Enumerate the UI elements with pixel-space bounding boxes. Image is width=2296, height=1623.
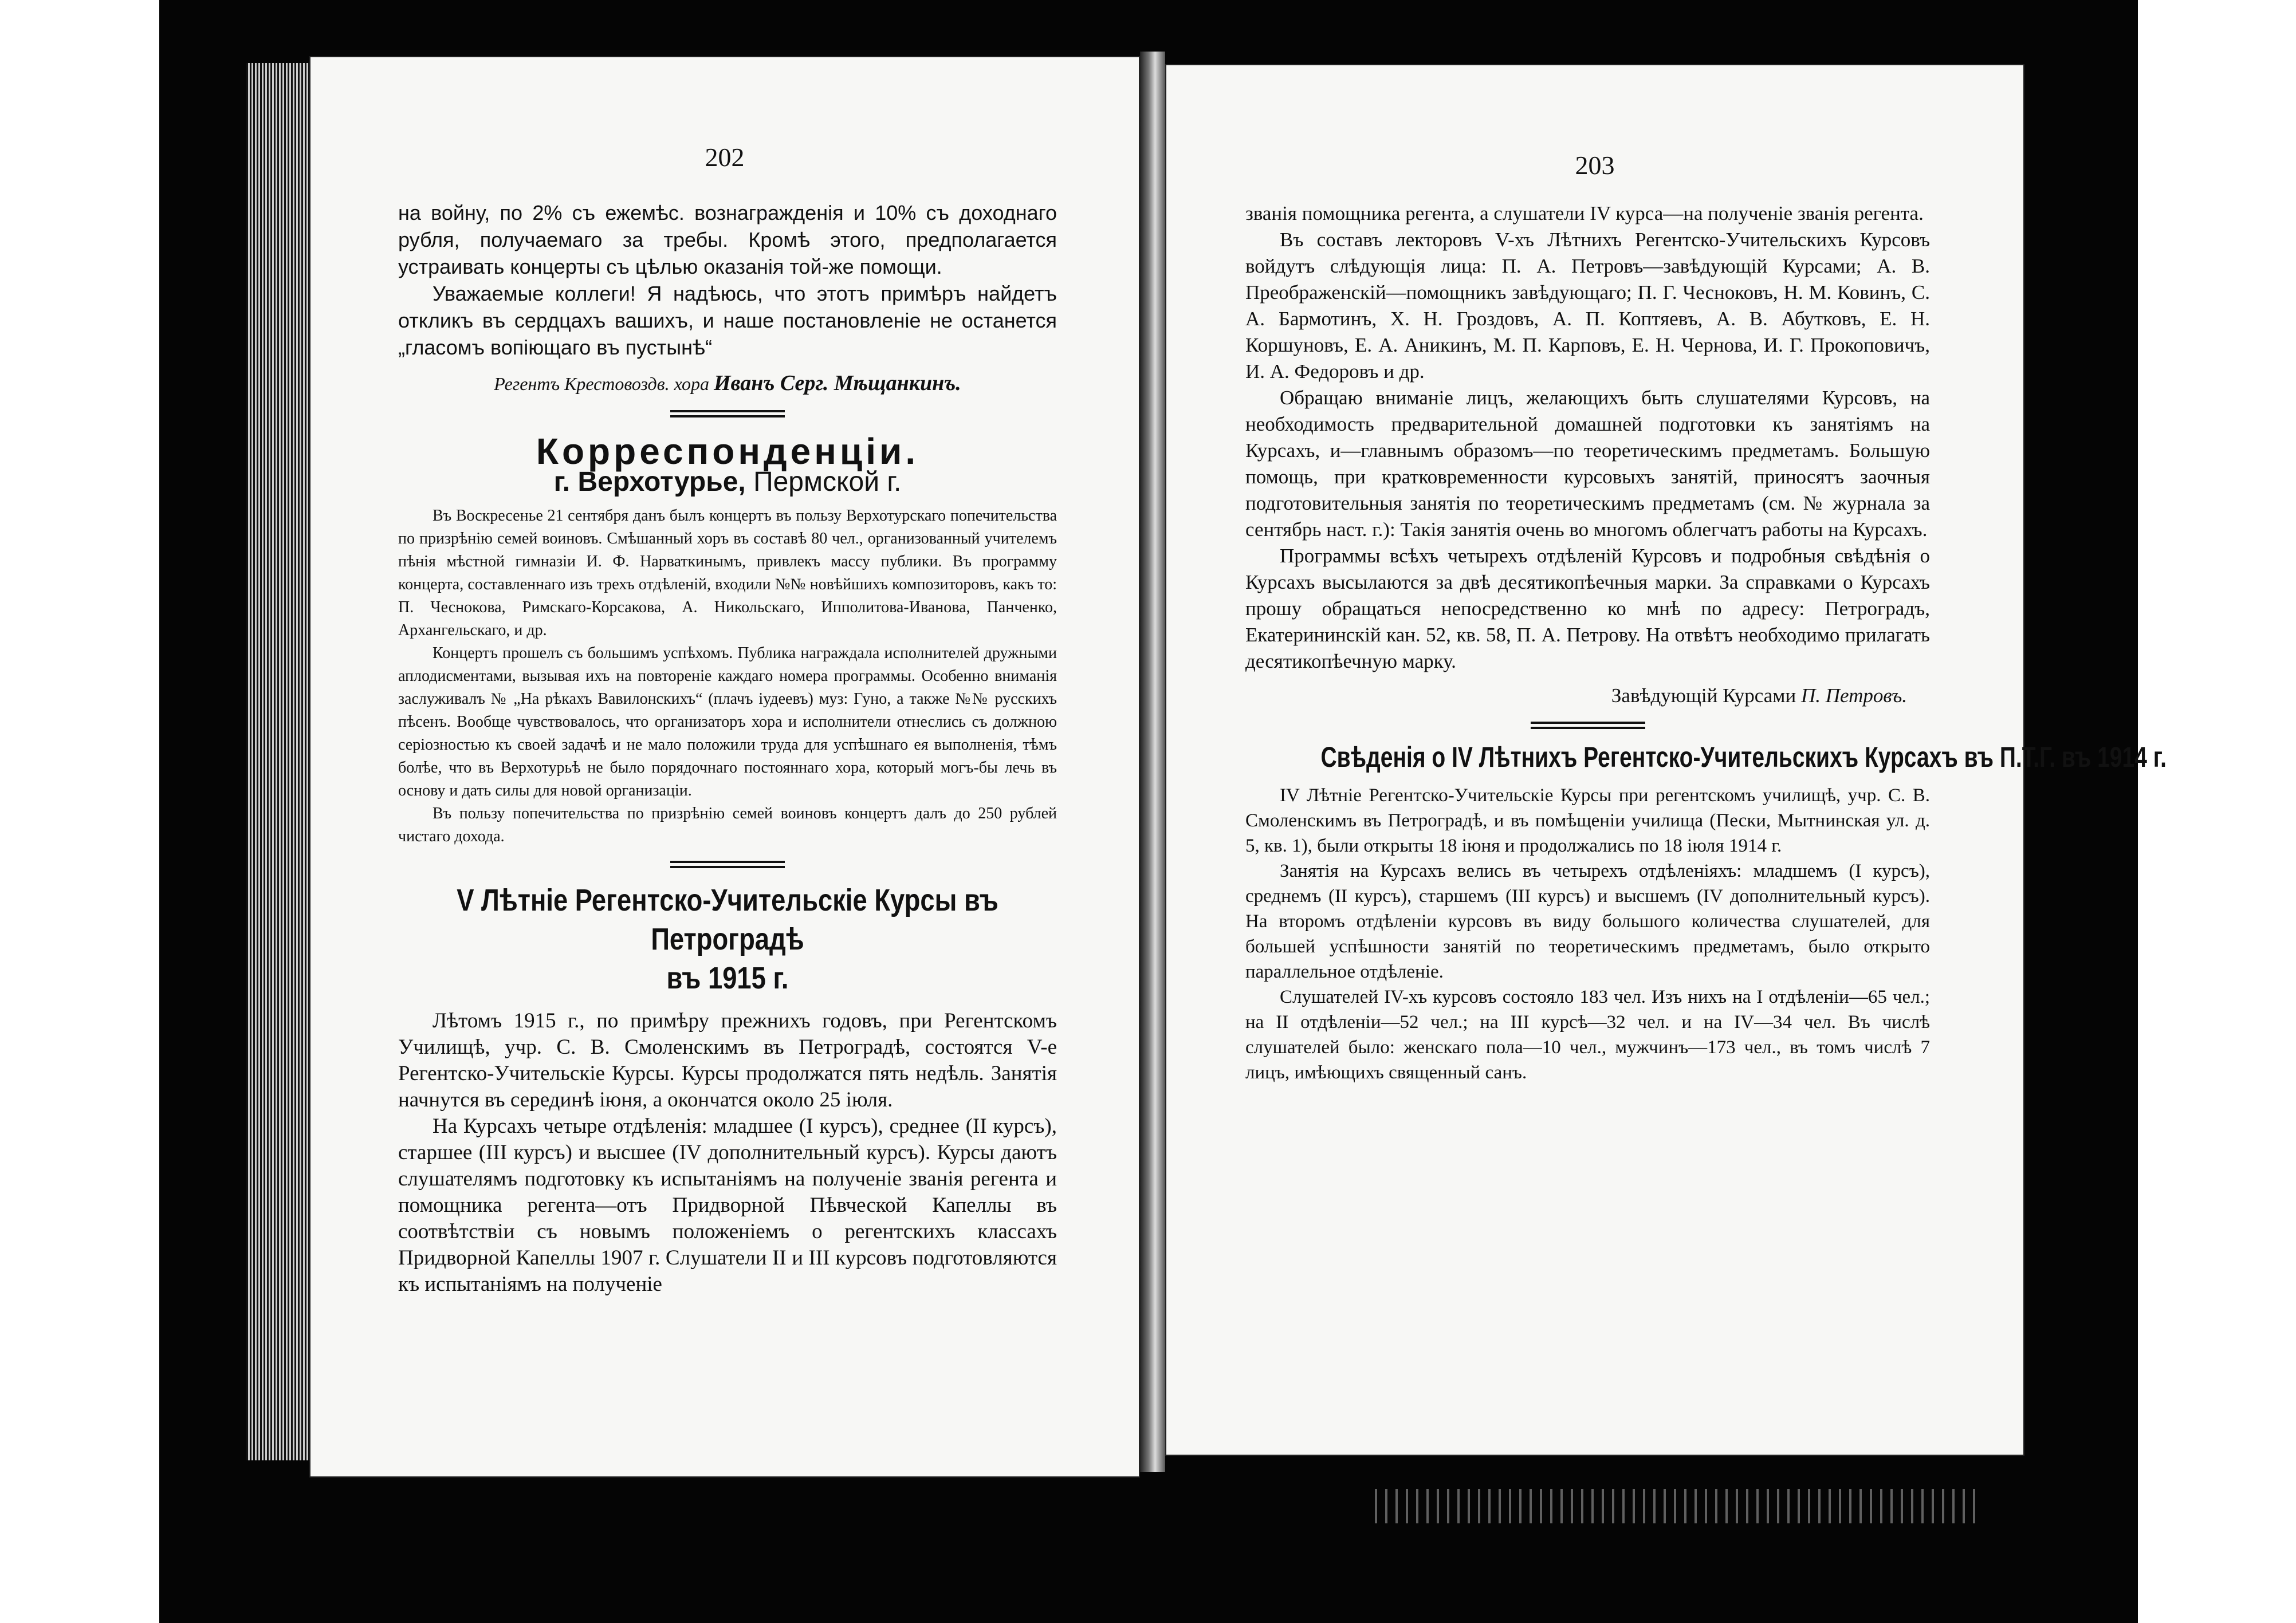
- left-paragraph: Уважаемые коллеги! Я надѣюсь, что этотъ примѣръ найдетъ откликъ въ сердцахъ вашихъ, и наше постановленіе не останется „гласомъ вопіющаго въ пустынѣ“: [398, 282, 1057, 359]
- section-paragraph: Занятія на Курсахъ велись въ четырехъ отдѣленіяхъ: младшемъ (I курсъ), среднемъ (II курсъ), старшемъ (III курсъ) и высшемъ (IV дополнительный курсъ). На второмъ отдѣленіи курсовъ въ виду большого количества слушателей, для большей успѣшности занятій по теоретическимъ предметамъ, было открыто параллельное отдѣленіе.: [1245, 861, 1930, 982]
- courses-title-line: V Лѣтніе Регентско-Учительскіе Курсы въ Петроградѣ: [457, 883, 998, 956]
- right-paragraph: званія помощника регента, а слушатели IV курса—на полученіе званія регента.: [1245, 202, 1924, 224]
- signature-name: П. Петровъ.: [1800, 684, 1907, 707]
- signature-role: Регентъ Крестовоздв. хора: [494, 373, 709, 394]
- report-paragraph: Въ Воскресенье 21 сентября данъ былъ концертъ въ пользу Верхотурскаго попечительства по призрѣнію семей воиновъ. Смѣшанный хоръ въ составѣ 80 чел., организованный учителемъ пѣнія мѣстной гимназіи И. Ф. Нарваткинымъ, привлекъ массу публики. Въ программу концерта, составленнаго изъ трехъ отдѣленій, входили №№ новѣйшихъ композиторовъ, какъ то: П. Чеснокова, Римскаго-Корсакова, А. Никольскаго, Ипполитова-Иванова, Панченко, Архангельскаго, и др.: [398, 507, 1057, 639]
- course-paragraph: Лѣтомъ 1915 г., по примѣру прежнихъ годовъ, при Регентскомъ Училищѣ, учр. С. В. Смоленскимъ въ Петроградѣ, состоятся V-е Регентско-Учительскіе Курсы. Курсы продолжатся пять недѣль. Занятія начнутся въ серединѣ іюня, а окончатся около 25 іюля.: [398, 1009, 1057, 1112]
- section-title: Свѣденія о IV Лѣтнихъ Регентско-Учительскихъ Курсахъ въ П.Т.Г. въ 1914 г.: [1320, 741, 2167, 773]
- left-column: [398, 199, 1057, 1298]
- signature-name: Иванъ Серг. Мѣщанкинъ.: [714, 371, 961, 395]
- page-number-right: 203: [1575, 151, 1615, 180]
- book-gutter: [1140, 52, 1165, 1472]
- signature-block: [398, 370, 1057, 397]
- course-paragraph: На Курсахъ четыре отдѣленія: младшее (I курсъ), среднее (II курсъ), старшее (III курсъ) и высшее (IV дополнительный курсъ). Курсы даютъ слушателямъ подготовку къ испытаніямъ на полученіе званія регента и помощника регента—отъ Придворной Пѣвческой Капеллы въ соотвѣтствіи съ новымъ положеніемъ о регентскихъ классахъ Придворной Капеллы 1907 г. Слушатели II и III курсовъ подготовляются къ испытаніямъ на полученіе: [398, 1114, 1057, 1296]
- courses-title-line: въ 1915 г.: [666, 961, 789, 995]
- right-paragraph: Въ составъ лекторовъ V-хъ Лѣтнихъ Регентско-Учительскихъ Курсовъ войдутъ слѣдующія лица: П. А. Петровъ—завѣдующій Курсами; А. В. Преображенскій—помощникъ завѣдующаго; П. Г. Чесноковъ, Н. М. Ковинъ, С. А. Бармотинъ, Х. Н. Гроздовъ, А. П. Коптяевъ, А. В. Абутковъ, Е. Н. Коршуновъ, Е. А. Аникинъ, М. П. Карповъ, Е. Н. Чернова, И. Г. Прокоповичъ, И. А. Федоровъ и др.: [1245, 229, 1930, 383]
- page-number-left: 202: [705, 143, 745, 172]
- right-paragraph: Программы всѣхъ четырехъ отдѣленій Курсовъ и подробныя свѣдѣнія о Курсахъ высылаются за двѣ десятикопѣечныя марки. За справками о Курсахъ прошу обращаться непосредственно ко мнѣ по адресу: Петроградъ, Екатерининскій кан. 52, кв. 58, П. А. Петрову. На отвѣтъ необходимо прилагать десятикопѣечную марку.: [1245, 545, 1930, 672]
- section-paragraph: Слушателей IV-хъ курсовъ состояло 183 чел. Изъ нихъ на I отдѣленіи—65 чел.; на II отдѣленіи—52 чел.; на III курсѣ—32 чел. и на IV—34 чел. Въ числѣ слушателей было: женскаго пола—10 чел., мужчинъ—173 чел., въ томъ числѣ 7 лицъ, имѣющихъ священный санъ.: [1245, 987, 1930, 1083]
- scan-artifact: [1375, 1489, 1982, 1523]
- report-paragraph: Концертъ прошелъ съ большимъ успѣхомъ. Публика награждала исполнителей дружными аплодисментами, вызывая ихъ на повтореніе каждаго номера программы. Особенно вниманія заслуживалъ № „На рѣкахъ Вавилонскихъ“ (плачъ іудеевъ) муз: Гуно, а также №№ русскихъ пѣсенъ. Вообще чувствовалось, что организаторъ хора и исполнители отнеслись съ должною серіозностью къ своей задачѣ и не мало положили труда для успѣшнаго ея выполненія, тѣмъ болѣе, что въ Верхотурьѣ не было порядочнаго постояннаго хора, который могъ-бы лечь въ основу и дать силы для новой организаціи.: [398, 644, 1057, 799]
- report-paragraph: Въ пользу попечительства по призрѣнію семей воиновъ концертъ далъ до 250 рублей чистаго дохода.: [398, 805, 1057, 845]
- signature-role: Завѣдующій Курсами: [1611, 684, 1796, 707]
- subsection-city: г. Верхотурье,: [553, 467, 746, 497]
- left-page: [309, 56, 1140, 1478]
- right-column: [1245, 200, 2167, 1085]
- section-paragraph: IV Лѣтніе Регентско-Учительскіе Курсы при регентскомъ училищѣ, учр. С. В. Смоленскимъ въ Петроградѣ, и въ помѣщеніи училища (Пески, Мытнинская ул. д. 5, кв. 1), были открыты 18 іюня и продолжались по 18 іюля 1914 г.: [1245, 785, 1930, 856]
- left-paragraph: на войну, по 2% съ ежемѣс. вознагражденія и 10% съ доходнаго рубля, получаемаго за требы. Кромѣ этого, предполагается устраивать концерты съ цѣлью оказанія той-же помощи.: [398, 201, 1057, 278]
- subsection-heading: [398, 468, 1057, 495]
- subsection-region: Пермской г.: [753, 467, 902, 497]
- courses-title: [451, 881, 1004, 998]
- book-page-edges: [246, 63, 309, 1460]
- double-rule-divider: [670, 861, 785, 868]
- right-paragraph: Обращаю вниманіе лицъ, желающихъ быть слушателями Курсовъ, на необходимость предварительной домашней подготовки къ занятіямъ на Курсахъ, и—главнымъ образомъ—по теоретическимъ предметамъ. Большую помощь, при кратковременности курсовыхъ занятій, приносятъ заочныя подготовительныя занятія по теоретическимъ предметамъ (см. № журнала за сентябрь наст. г.): Такія занятія очень во многомъ облегчатъ работы на Курсахъ.: [1245, 387, 1930, 541]
- double-rule-divider: [670, 410, 785, 417]
- signature-block: [1245, 683, 1907, 709]
- section-title: Корреспонденціи.: [536, 431, 919, 472]
- right-page: [1165, 64, 2167, 1456]
- double-rule-divider: [1531, 722, 1645, 729]
